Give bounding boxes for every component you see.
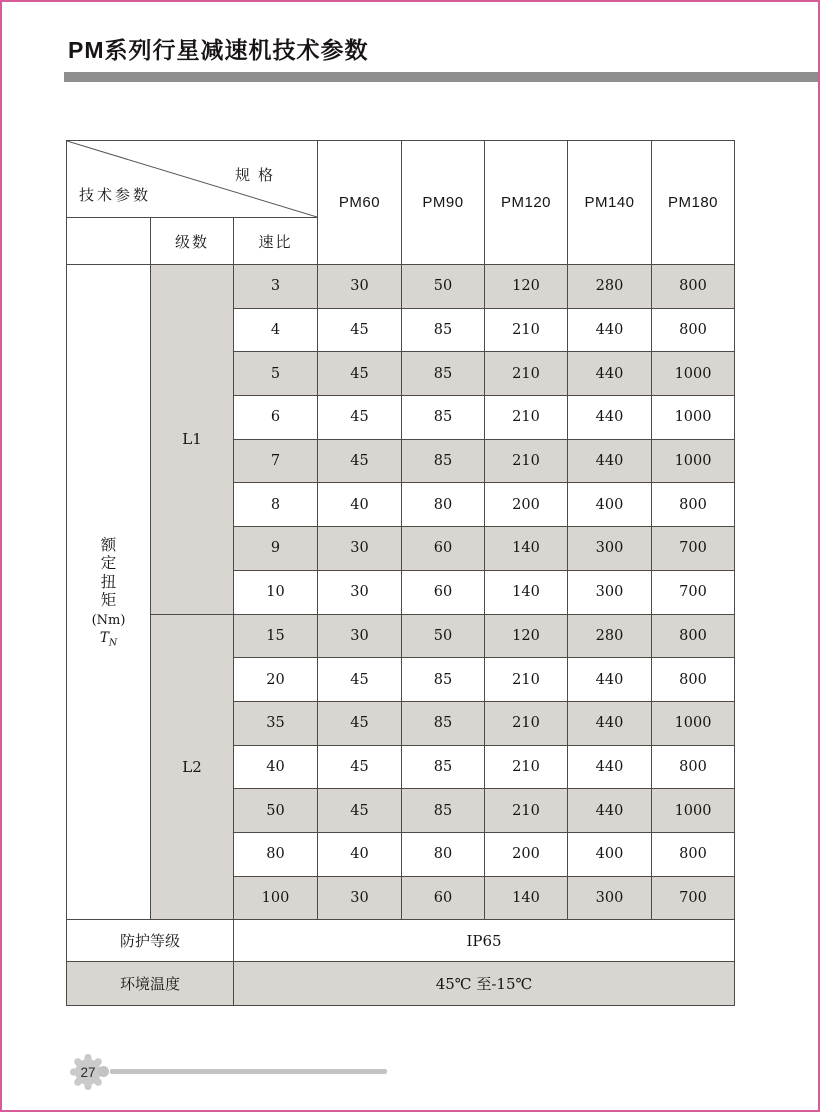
torque-value-PM140: 280 — [568, 614, 652, 658]
torque-value-PM90: 85 — [402, 439, 485, 483]
torque-value-PM120: 210 — [485, 658, 568, 702]
rated-torque-label — [67, 265, 151, 920]
torque-value-PM120: 200 — [485, 832, 568, 876]
torque-value-PM120: 210 — [485, 308, 568, 352]
torque-value-PM180: 700 — [652, 527, 735, 571]
ratio-cell: 6 — [234, 396, 318, 440]
torque-value-PM90: 85 — [402, 701, 485, 745]
torque-value-PM90: 80 — [402, 832, 485, 876]
header-row-1 — [67, 141, 735, 218]
torque-value-PM140: 440 — [568, 701, 652, 745]
stage-cell-L1: L1 — [151, 265, 234, 615]
torque-value-PM140: 400 — [568, 483, 652, 527]
footer-row-value: IP65 — [234, 920, 735, 962]
torque-value-PM60: 40 — [318, 483, 402, 527]
ratio-cell: 4 — [234, 308, 318, 352]
torque-value-PM180: 800 — [652, 308, 735, 352]
corner-cell — [67, 141, 318, 218]
footer-row-value: 45℃ 至-15℃ — [234, 962, 735, 1006]
torque-value-PM140: 440 — [568, 396, 652, 440]
torque-value-PM140: 440 — [568, 308, 652, 352]
spec-footer-row — [67, 962, 735, 1006]
torque-value-PM120: 210 — [485, 789, 568, 833]
ratio-cell: 35 — [234, 701, 318, 745]
ratio-cell: 8 — [234, 483, 318, 527]
footer-dot-icon — [98, 1066, 109, 1077]
torque-value-PM90: 60 — [402, 527, 485, 571]
torque-value-PM90: 85 — [402, 308, 485, 352]
torque-value-PM140: 440 — [568, 352, 652, 396]
torque-value-PM120: 140 — [485, 876, 568, 920]
torque-value-PM90: 85 — [402, 789, 485, 833]
ratio-cell: 9 — [234, 527, 318, 571]
spec-footer-row — [67, 920, 735, 962]
torque-value-PM90: 85 — [402, 658, 485, 702]
spec-table — [66, 140, 735, 1006]
torque-value-PM90: 85 — [402, 745, 485, 789]
torque-value-PM140: 440 — [568, 789, 652, 833]
torque-value-PM140: 280 — [568, 265, 652, 309]
torque-unit: (Nm) — [91, 613, 126, 628]
torque-value-PM180: 1000 — [652, 789, 735, 833]
footer-rule — [110, 1069, 387, 1074]
torque-value-PM90: 50 — [402, 614, 485, 658]
torque-value-PM180: 800 — [652, 832, 735, 876]
torque-value-PM140: 440 — [568, 658, 652, 702]
torque-value-PM180: 1000 — [652, 396, 735, 440]
page-title: PM系列行星减速机技术参数 — [68, 37, 369, 63]
torque-value-PM60: 45 — [318, 745, 402, 789]
ratio-cell: 7 — [234, 439, 318, 483]
torque-value-PM120: 140 — [485, 527, 568, 571]
stage-cell-L2: L2 — [151, 614, 234, 920]
torque-value-PM180: 800 — [652, 265, 735, 309]
torque-value-PM120: 120 — [485, 614, 568, 658]
stage-header: 级数 — [151, 218, 234, 265]
spec-table-body — [67, 265, 735, 1006]
column-header-pm120: PM120 — [485, 141, 568, 265]
column-header-pm140: PM140 — [568, 141, 652, 265]
torque-value-PM60: 30 — [318, 527, 402, 571]
torque-value-PM60: 45 — [318, 352, 402, 396]
ratio-cell: 3 — [234, 265, 318, 309]
ratio-header: 速比 — [234, 218, 318, 265]
torque-value-PM140: 300 — [568, 527, 652, 571]
torque-vertical-text: 额 定 扭 矩 — [100, 535, 117, 610]
spec-row-ratio-3 — [67, 265, 735, 309]
torque-value-PM90: 50 — [402, 265, 485, 309]
title-underline — [64, 72, 818, 82]
torque-value-PM120: 200 — [485, 483, 568, 527]
torque-value-PM180: 800 — [652, 745, 735, 789]
torque-value-PM120: 210 — [485, 439, 568, 483]
torque-value-PM60: 45 — [318, 789, 402, 833]
torque-value-PM60: 45 — [318, 439, 402, 483]
torque-value-PM90: 85 — [402, 352, 485, 396]
torque-value-PM120: 210 — [485, 396, 568, 440]
torque-value-PM60: 45 — [318, 308, 402, 352]
torque-value-PM120: 210 — [485, 352, 568, 396]
footer-row-label: 防护等级 — [67, 920, 234, 962]
torque-value-PM60: 30 — [318, 614, 402, 658]
torque-value-PM140: 440 — [568, 439, 652, 483]
column-header-pm180: PM180 — [652, 141, 735, 265]
blank-header-cell — [67, 218, 151, 265]
torque-value-PM180: 800 — [652, 483, 735, 527]
ratio-cell: 15 — [234, 614, 318, 658]
footer-row-label: 环境温度 — [67, 962, 234, 1006]
torque-value-PM120: 120 — [485, 265, 568, 309]
torque-value-PM60: 40 — [318, 832, 402, 876]
column-header-pm60: PM60 — [318, 141, 402, 265]
ratio-cell: 40 — [234, 745, 318, 789]
torque-value-PM90: 80 — [402, 483, 485, 527]
page-number: 27 — [80, 1064, 96, 1080]
torque-value-PM140: 300 — [568, 876, 652, 920]
torque-value-PM180: 1000 — [652, 352, 735, 396]
ratio-cell: 100 — [234, 876, 318, 920]
torque-value-PM180: 800 — [652, 614, 735, 658]
torque-value-PM120: 140 — [485, 570, 568, 614]
ratio-cell: 50 — [234, 789, 318, 833]
torque-value-PM60: 45 — [318, 701, 402, 745]
column-header-pm90: PM90 — [402, 141, 485, 265]
torque-value-PM120: 210 — [485, 745, 568, 789]
ratio-cell: 10 — [234, 570, 318, 614]
corner-param-label: 技术参数 — [79, 186, 152, 204]
ratio-cell: 20 — [234, 658, 318, 702]
torque-value-PM180: 800 — [652, 658, 735, 702]
torque-value-PM180: 1000 — [652, 439, 735, 483]
torque-value-PM90: 85 — [402, 396, 485, 440]
torque-value-PM120: 210 — [485, 701, 568, 745]
torque-value-PM60: 30 — [318, 876, 402, 920]
torque-value-PM180: 700 — [652, 876, 735, 920]
torque-value-PM90: 60 — [402, 570, 485, 614]
corner-spec-label: 规格 — [235, 166, 282, 184]
spec-row-ratio-15 — [67, 614, 735, 658]
torque-symbol: $T_N$ — [99, 630, 118, 649]
torque-value-PM140: 440 — [568, 745, 652, 789]
torque-value-PM90: 60 — [402, 876, 485, 920]
torque-value-PM60: 30 — [318, 570, 402, 614]
torque-value-PM180: 1000 — [652, 701, 735, 745]
ratio-cell: 80 — [234, 832, 318, 876]
torque-value-PM60: 45 — [318, 658, 402, 702]
torque-value-PM140: 400 — [568, 832, 652, 876]
ratio-cell: 5 — [234, 352, 318, 396]
torque-value-PM60: 30 — [318, 265, 402, 309]
torque-value-PM140: 300 — [568, 570, 652, 614]
torque-value-PM180: 700 — [652, 570, 735, 614]
torque-value-PM60: 45 — [318, 396, 402, 440]
